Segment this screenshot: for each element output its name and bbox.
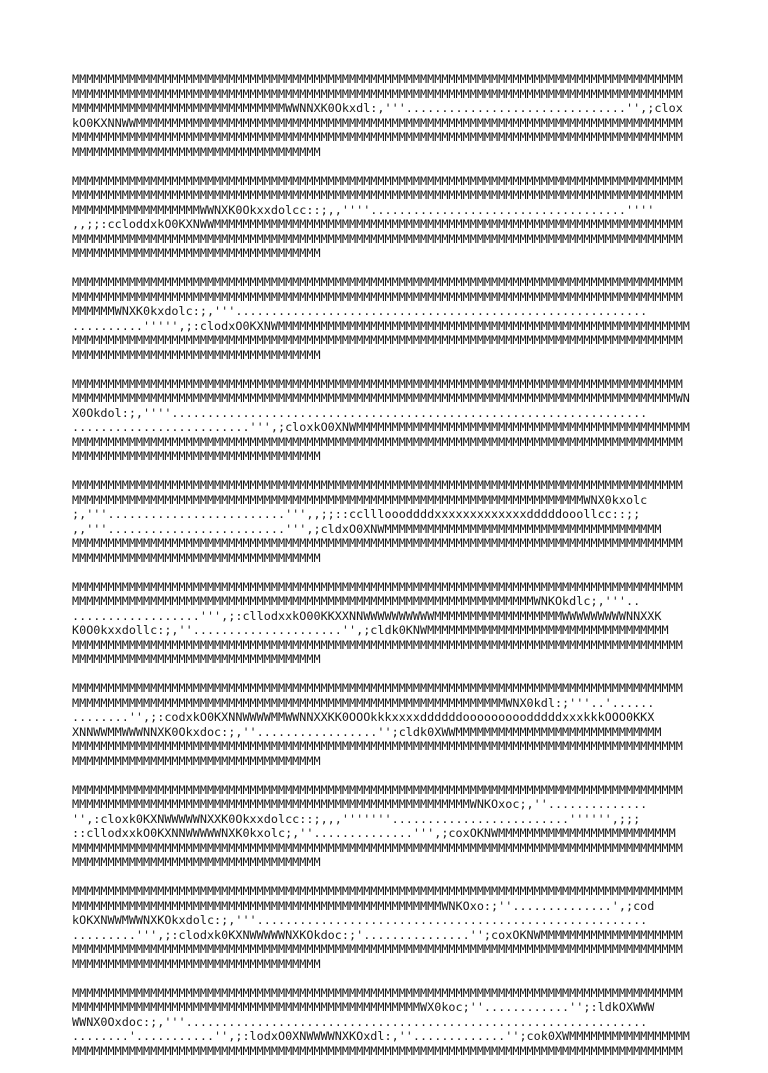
ascii-line: MMMMMMMMMMMMMMMMMMMMMMMMMMMMMMMMMMMMMMMMMMMMMMMMMMMMMMMMMMMMMMMMMMMMMMMMMMMMMMMMMMMMMM — [72, 884, 683, 898]
ascii-line: MMMMMMMMMMMMMMMMMMMMMMMMMMMMMMMMMMM — [72, 652, 321, 666]
ascii-line: MMMMMMMMMMMMMMMMMMMMMMMMMMMMMMMMMMM — [72, 449, 321, 463]
ascii-line: ;,'''.........................''',,;;::ccllloooddddxxxxxxxxxxxxxdddddooollcc::;; — [72, 507, 641, 521]
ascii-line: MMMMMMMMMMMMMMMMMMMMMMMMMMMMMMMMMMM — [72, 347, 321, 362]
ascii-line: MMMMMMMMMMMMMMMMMMMMMMMMMMMMMMMMMMMMMMMMMMMMMMMMMMMMMMMMMMMMMMMMMMMMMMMMMMMMMMMMMMMMMM — [72, 173, 683, 188]
ascii-line: MMMMMMMMMMMMMMMMMMMMMMMMMMMMMMMMMMM — [72, 246, 321, 260]
ascii-block — [72, 783, 700, 870]
ascii-line: .........''',;:clodxk0KXNWWWWWNXKOkdoc:;'...............'';coxOKNWMMMMMMMMMMMMMMMMMMMM — [72, 927, 683, 942]
ascii-line: MMMMMMMMMMMMMMMMMMMMMMMMMMMMMMMMMMMMMMMMMMMMMMMMMMMMMMMMMMMMMMMMMMMMMMMMWNX0kxolc — [72, 492, 648, 507]
ascii-line: MMMMMMMMMMMMMMMMMMMMMMMMMMMMMMMMMMMMMMMMMMMMMMMMMMMMMMMMMMMMMMMMMMMMMMMMMMMMMMMMMMMMMM — [72, 739, 683, 753]
ascii-block — [72, 377, 700, 464]
ascii-block — [72, 884, 700, 971]
ascii-line: MMMMMMMMMMMMMMMMMMMMMMMMMMMMMMMMMMM — [72, 753, 321, 768]
ascii-line: MMMMMMMMMMMMMMMMMMMMMMMMMMMMMMMMMMMMMMMMMMMMMMMMMMMMWNKOxo:;''..............',;cod — [72, 898, 655, 913]
ascii-line: MMMMMMMMMMMMMMMMMMMMMMMMMMMMMMMMMMMMMMMMMMMMMMMMMMMMMMMMMMMMMMMMMMMMMMMMMMMMMMMMMMMMMM — [72, 637, 683, 652]
ascii-block — [72, 986, 700, 1059]
ascii-line: '',:cloxk0KXNWWWWWNXXK0Okxxdolcc::;,,,'''''''.........................'''''',;;; — [72, 811, 641, 826]
ascii-line: MMMMMMMMMMMMMMMMMMMMMMMMMMMMMMWWNNXK0Okxdl:,'''...............................'',;clox — [72, 101, 683, 115]
ascii-art-document — [72, 72, 700, 1073]
ascii-line: ..........''''',;:clodxO0KXNWMMMMMMMMMMMMMMMMMMMMMMMMMMMMMMMMMMMMMMMMMMMMMMMMMMMMMMMMMM — [72, 318, 690, 333]
ascii-line: MMMMMMMMMMMMMMMMMMMMMMMMMMMMMMMMMMMMMMMMMMMMMMMMMMMMMMMMMMMMMWNX0kdl:;'''..'...... — [72, 695, 655, 710]
ascii-block — [72, 275, 700, 362]
ascii-line: MMMMMMMMMMMMMMMMMMMMMMMMMMMMMMMMMMMMMMMMMMMMMMMMMMMMMMMMMMMMMMMMMMMMMMMMMMMMMMMMMMMMMM — [72, 231, 683, 246]
ascii-line: ........'',;:codxkO0KXNNWWWWMMWWNNXXKK0OOOkkkxxxxddddddooooooooodddddxxxkkkOOO0KKX — [72, 710, 655, 724]
ascii-line: MMMMMMMMMMMMMMMMMMMMMMMMMMMMMMMMMMMMMMMMMMMMMMMMMMMMMMMMMMMMMMMMMMMMMMMMMMMMMMMMMMMMMM — [72, 536, 683, 550]
ascii-line: MMMMMMWNXK0kxdolc:;,'''.......................................................... — [72, 304, 648, 318]
ascii-line: MMMMMMMMMMMMMMMMMMMMMMMMMMMMMMMMMMM — [72, 144, 321, 159]
ascii-line: MMMMMMMMMMMMMMMMMMMMMMMMMMMMMMMMMMMMMMMMMMMMMMMMMMMMMMMMMMMMMMMMMMMMMMMMMMMMMMMMMMMMMM — [72, 188, 683, 202]
ascii-line: ,,;;:ccloddxkO0KXNWWMMMMMMMMMMMMMMMMMMMMMMMMMMMMMMMMMMMMMMMMMMMMMMMMMMMMMMMMMMMMMMMMMM — [72, 217, 683, 231]
ascii-line: MMMMMMMMMMMMMMMMMMMMMMMMMMMMMMMMMMMMMMMMMMMMMMMMMMMMMMMMMMMMMMMMMMMMMMMMMMMMMMMMMMMMMM — [72, 130, 683, 144]
ascii-line: K0O0kxxdollc:;,''.....................'',;cldk0KNWMMMMMMMMMMMMMMMMMMMMMMMMMMMMMMMMMM — [72, 623, 669, 637]
ascii-line: MMMMMMMMMMMMMMMMMMMMMMMMMMMMMMMMMMMMMMMMMMMMMMMMMMMMMMMMMMMMMMMMMMMMMMMMMMMMMMMMMMMMMM — [72, 289, 683, 304]
ascii-line: MMMMMMMMMMMMMMMMMMMMMMMMMMMMMMMMMMMMMMMMMMMMMMMMMMMMMMMMMMMMMMMMMMMMMMMMMMMMMMMMMMMMMM — [72, 681, 683, 695]
ascii-line: ::cllodxxkO0KXNNWWWWWNXK0kxolc;,''..............''',;coxOKNWMMMMMMMMMMMMMMMMMMMMMMMMM — [72, 826, 676, 840]
ascii-line: MMMMMMMMMMMMMMMMMMMMMMMMMMMMMMMMMMMMMMMMMMMMMMMMMMMMMMMMMMMMMMMMMMMMMMMMMMMMMMMMMMMMMM — [72, 275, 683, 289]
ascii-block — [72, 478, 700, 565]
ascii-line: kOKXNWWMWWNXKOkxdolc:;,'''....................................................... — [72, 913, 648, 927]
ascii-line: MMMMMMMMMMMMMMMMMMMMMMMMMMMMMMMMMMMMMMMMMMMMMMMMMMMMMMMMMMMMMMMMMMMMMMMMMMMMMMMMMMMMMM — [72, 376, 683, 391]
ascii-block — [72, 580, 700, 667]
ascii-block — [72, 72, 700, 159]
ascii-line: MMMMMMMMMMMMMMMMMMMMMMMMMMMMMMMMMMMMMMMMMMMMMMMMMMMMMMMMMMMMMMMMMMMMMMMMMMMMMMMMMMMMMM — [72, 1043, 683, 1058]
ascii-line: MMMMMMMMMMMMMMMMMMMMMMMMMMMMMMMMMMMMMMMMMMMMMMMMMWX0koc;''............'';:ldkOXWWW — [72, 1000, 655, 1014]
ascii-block — [72, 681, 700, 768]
ascii-line: MMMMMMMMMMMMMMMMMMMMMMMMMMMMMMMMMMM — [72, 550, 321, 565]
ascii-line: MMMMMMMMMMMMMMMMMMMMMMMMMMMMMMMMMMMMMMMMMMMMMMMMMMMMMMMMWNKOxoc;,''.............. — [72, 797, 648, 811]
ascii-line: MMMMMMMMMMMMMMMMMMMMMMMMMMMMMMMMMMMMMMMMMMMMMMMMMMMMMMMMMMMMMMMMMMMMMMMMMMMMMMMMMMMMMM — [72, 840, 683, 855]
ascii-line: MMMMMMMMMMMMMMMMMMWWNXK0Okxxdolcc::;,,''''....................................'''' — [72, 202, 655, 217]
ascii-line: kO0KXNNWWMMMMMMMMMMMMMMMMMMMMMMMMMMMMMMMMMMMMMMMMMMMMMMMMMMMMMMMMMMMMMMMMMMMMMMMMMMMMM — [72, 115, 683, 130]
ascii-line: WWNX0Oxdoc:;,'''................................................................. — [72, 1014, 648, 1029]
ascii-line: XNNWWMMWWWNNXK0Okxdoc:;,''.................'';cldk0XWWMMMMMMMMMMMMMMMMMMMMMMMMMMMMM — [72, 724, 662, 739]
ascii-line: MMMMMMMMMMMMMMMMMMMMMMMMMMMMMMMMMMMMMMMMMMMMMMMMMMMMMMMMMMMMMMMMMMMMMMMMMMMMMMMMMMMMMM — [72, 985, 683, 1000]
ascii-line: MMMMMMMMMMMMMMMMMMMMMMMMMMMMMMMMMMMMMMMMMMMMMMMMMMMMMMMMMMMMMMMMMMMMMMMMMMMMMMMMMMMMMM — [72, 86, 683, 101]
ascii-line: MMMMMMMMMMMMMMMMMMMMMMMMMMMMMMMMMMMMMMMMMMMMMMMMMMMMMMMMMMMMMMMMMWNKOkdlc;,'''.. — [72, 594, 641, 608]
ascii-line: ..................''',;:cllodxxkO00KKXXNNWWWWWWWWWWMMMMMMMMMMMMMMMMMMWWWWWWWWWNNXXK — [72, 608, 662, 623]
ascii-line: MMMMMMMMMMMMMMMMMMMMMMMMMMMMMMMMMMMMMMMMMMMMMMMMMMMMMMMMMMMMMMMMMMMMMMMMMMMMMMMMMMMMMM — [72, 478, 683, 492]
ascii-line: MMMMMMMMMMMMMMMMMMMMMMMMMMMMMMMMMMMMMMMMMMMMMMMMMMMMMMMMMMMMMMMMMMMMMMMMMMMMMMMMMMMMMM — [72, 72, 683, 86]
ascii-line: ,,'''.........................''',;cldxO0XNWMMMMMMMMMMMMMMMMMMMMMMMMMMMMMMMMMMMMMMM — [72, 521, 662, 536]
ascii-line: X0Okdol:;,''''................................................................... — [72, 405, 648, 420]
ascii-line: .........................''',;cloxkO0XNWMMMMMMMMMMMMMMMMMMMMMMMMMMMMMMMMMMMMMMMMMMMMMMM — [72, 420, 690, 434]
ascii-line: MMMMMMMMMMMMMMMMMMMMMMMMMMMMMMMMMMMMMMMMMMMMMMMMMMMMMMMMMMMMMMMMMMMMMMMMMMMMMMMMMMMMMM — [72, 942, 683, 956]
ascii-line: MMMMMMMMMMMMMMMMMMMMMMMMMMMMMMMMMMMMMMMMMMMMMMMMMMMMMMMMMMMMMMMMMMMMMMMMMMMMMMMMMMMMMM — [72, 434, 683, 449]
ascii-line: MMMMMMMMMMMMMMMMMMMMMMMMMMMMMMMMMMM — [72, 956, 321, 971]
ascii-block — [72, 174, 700, 261]
ascii-line: MMMMMMMMMMMMMMMMMMMMMMMMMMMMMMMMMMMMMMMMMMMMMMMMMMMMMMMMMMMMMMMMMMMMMMMMMMMMMMMMMMMMMWN — [72, 391, 690, 405]
ascii-line: MMMMMMMMMMMMMMMMMMMMMMMMMMMMMMMMMMMMMMMMMMMMMMMMMMMMMMMMMMMMMMMMMMMMMMMMMMMMMMMMMMMMMM — [72, 579, 683, 594]
ascii-line: MMMMMMMMMMMMMMMMMMMMMMMMMMMMMMMMMMMMMMMMMMMMMMMMMMMMMMMMMMMMMMMMMMMMMMMMMMMMMMMMMMMMMM — [72, 333, 683, 347]
ascii-line: ........'...........'',;:lodxO0XNWWWWNXKOxdl:,''.............'';cok0XWMMMMMMMMMMMMMMMMM — [72, 1029, 690, 1043]
ascii-line: MMMMMMMMMMMMMMMMMMMMMMMMMMMMMMMMMMMMMMMMMMMMMMMMMMMMMMMMMMMMMMMMMMMMMMMMMMMMMMMMMMMMMM — [72, 782, 683, 797]
ascii-line: MMMMMMMMMMMMMMMMMMMMMMMMMMMMMMMMMMM — [72, 855, 321, 869]
